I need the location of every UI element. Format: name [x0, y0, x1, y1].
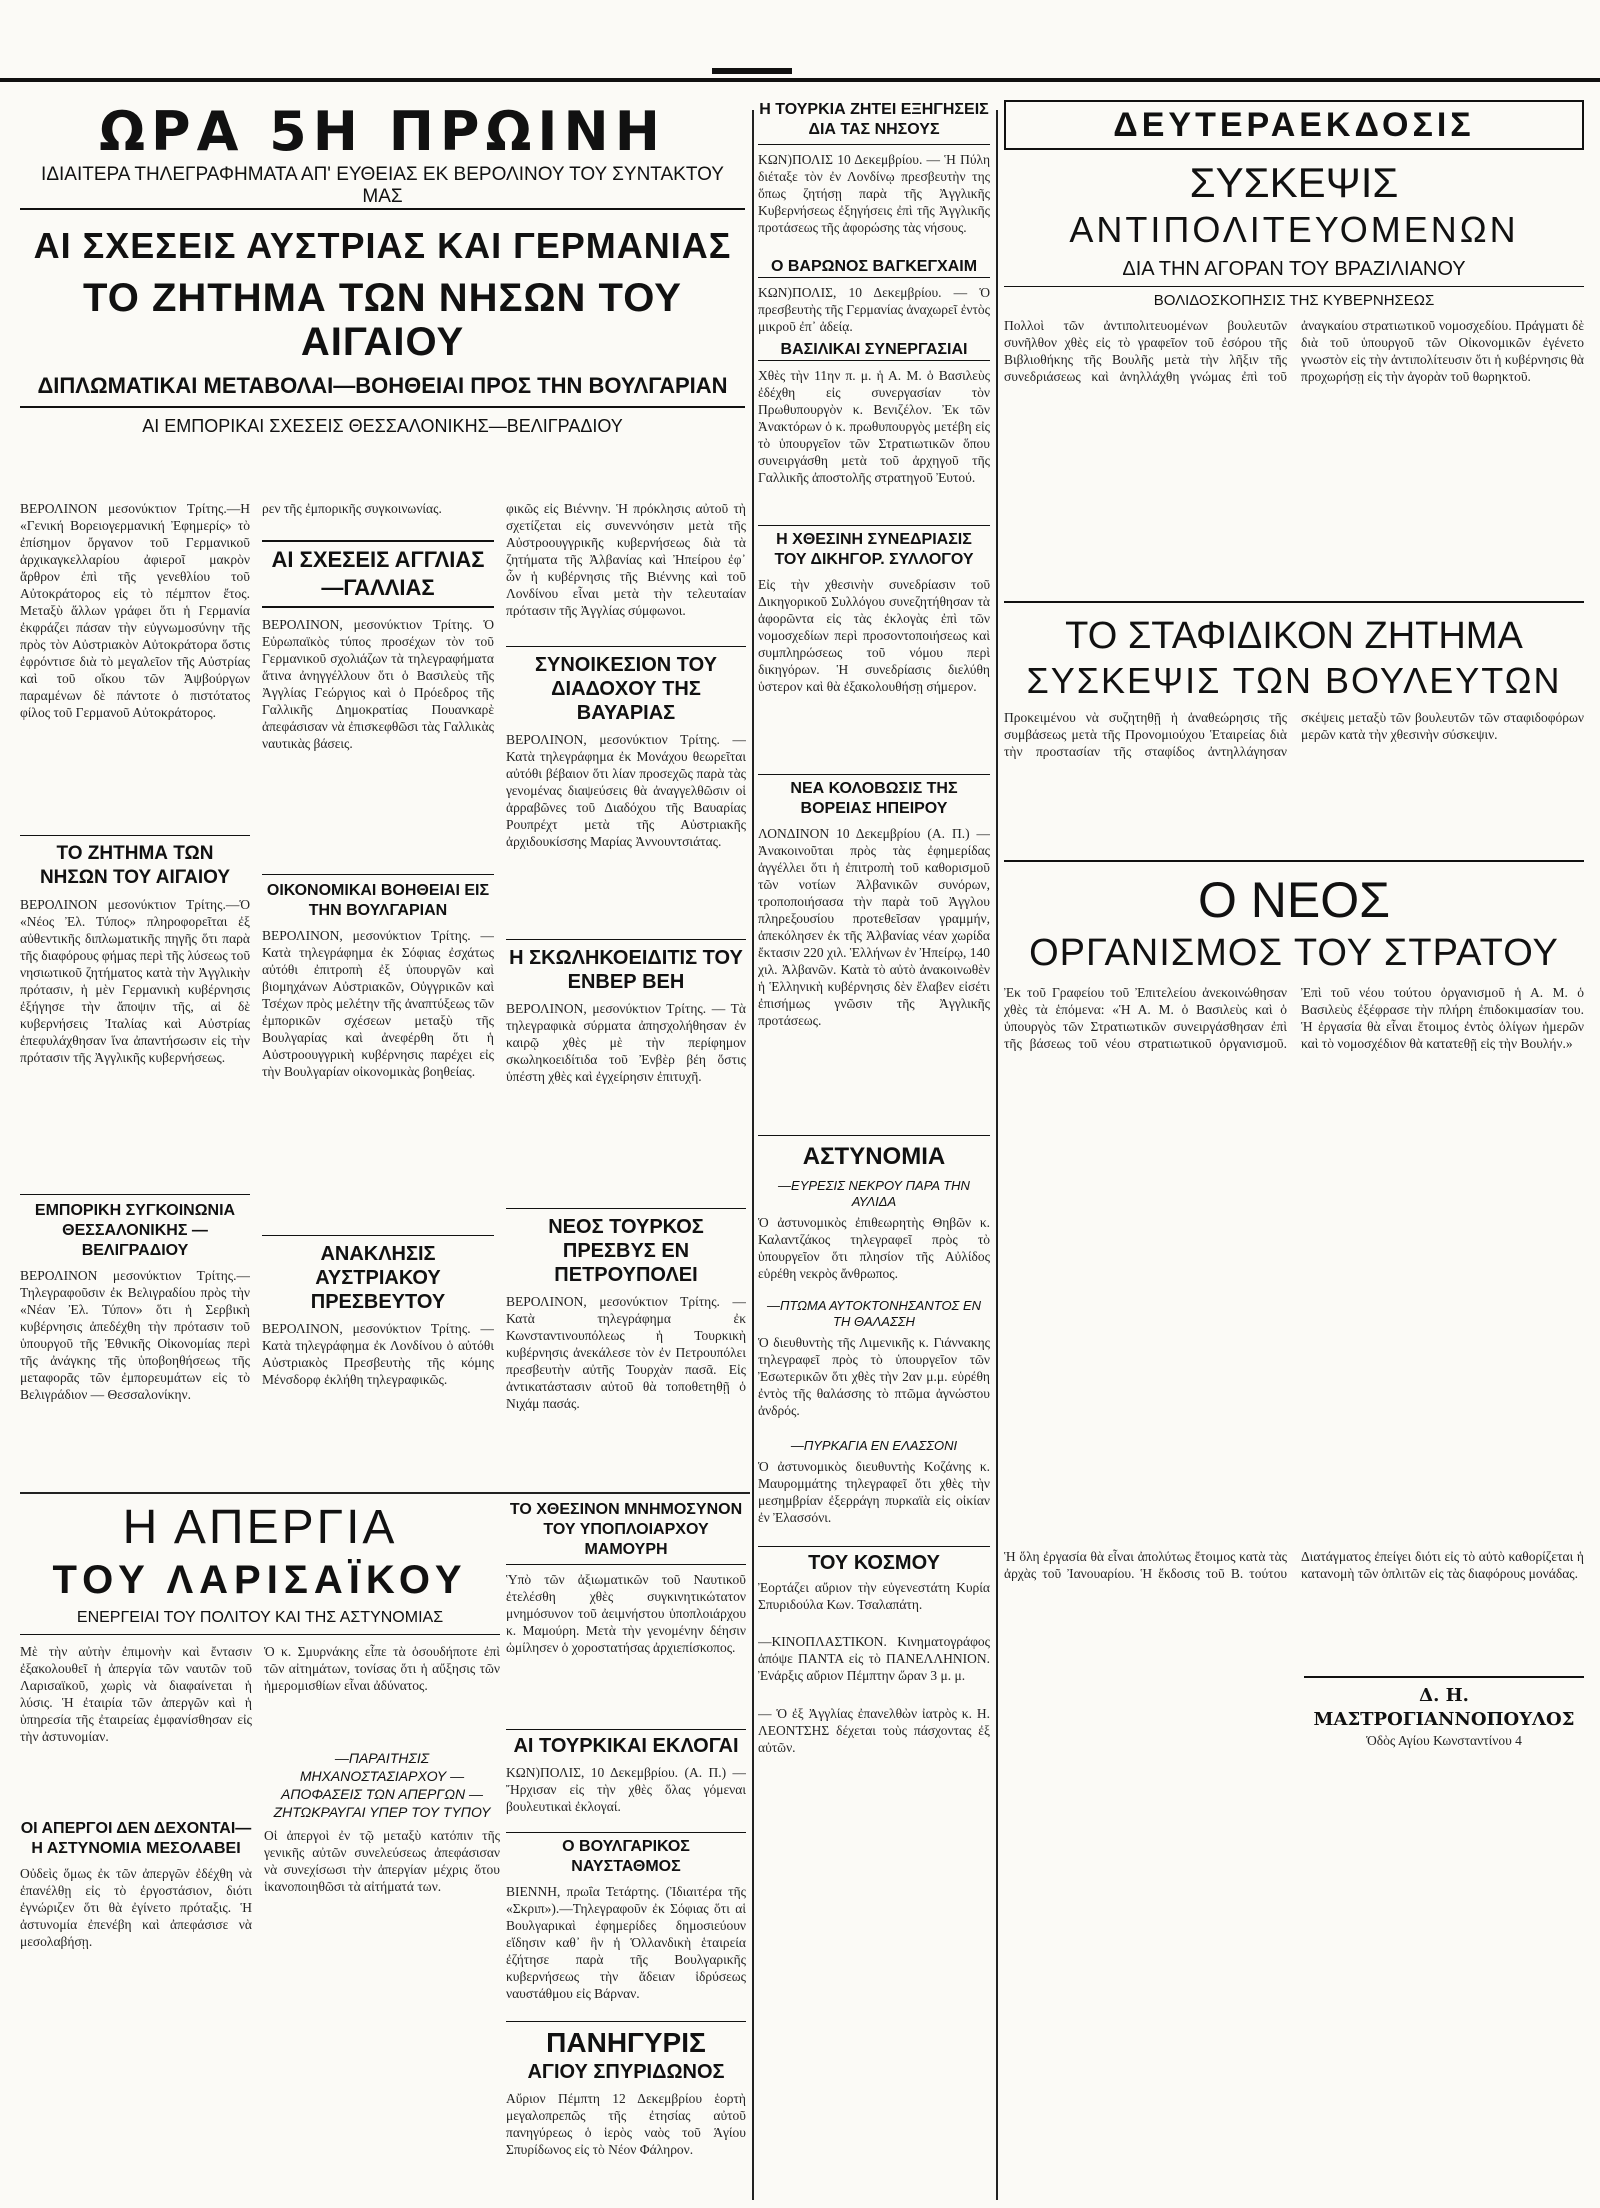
masthead-subtitle: ΙΔΙΑΙΤΕΡΑ ΤΗΛΕΓΡΑΦΗΜΑΤΑ ΑΠ' ΕΥΘΕΙΑΣ ΕΚ ΒΕΡΟΛΙΝΟΥ ΤΟΥ ΣΥΝΤΑΚΤΟΥ ΜΑΣ [20, 164, 745, 210]
section-heading: ΟΡΓΑΝΙΣΜΟΣ ΤΟΥ ΣΤΡΑΤΟΥ [1029, 932, 1559, 974]
article-text: ΒΕΡΟΛΙΝΟΝ, μεσονύκτιον Τρίτης. — Τὰ τηλεγραφικὰ σύρματα ἀπησχολήθησαν ἐν καιρῷ χθὲς μὲ τὴν περίφημον σκωληκοειδίτιδα τοῦ Ἐνβὲρ βέη ὅστις ὑπέστη χθὲς καὶ ἐγχείρησιν ἐπιτυχῆ. [506, 1001, 746, 1084]
section-heading: Η ΧΘΕΣΙΝΗ ΣΥΝΕΔΡΙΑΣΙΣ ΤΟΥ ΔΙΚΗΓΟΡ. ΣΥΛΛΟΓΟΥ [758, 525, 990, 570]
advertisement [1304, 1676, 1584, 1749]
lead-block [20, 100, 745, 436]
article-text: Οἱ ἀπεργοὶ ἐν τῷ μεταξὺ κατόπιν τῆς γενικῆς αὐτῶν συνελεύσεως ἀπεφάσισαν νὰ συνεχίσωσι τὴν ἀπεργίαν μέχρις ὅτου ἱκανοποιηθῶσι τὰ αἰτήματά των. [264, 1828, 500, 1894]
section-heading: ΤΟΥ ΚΟΣΜΟΥ [758, 1546, 990, 1575]
article-text: Προκειμένου νὰ συζητηθῇ ἡ ἀναθεώρησις τῆς συμβάσεως μετὰ τῆς Προνομιούχου Ἑταιρείας διὰ τὴν προστασίαν τῆς σταφίδος ἀντηλλάγησαν σκέψεις μεταξὺ τῶν βουλευτῶν τῶν σταφιδοφόρων μερῶν κατὰ τὴν χθεσινὴν σύσκεψιν. [1004, 710, 1584, 759]
article-text: ΛΟΝΔΙΝΟΝ 10 Δεκεμβρίου (Α. Π.) — Ἀνακοινοῦται πρὸς τὰς ἐφημερίδας ἀγγέλλει ὅτι ἡ ἐπιτροπὴ τοῦ καθορισμοῦ τῶν νοτίων Ἀλβανικῶν συνόρων, τροποποιήσασα τὴν παρὰ τοῦ Ἀγγλου πληρεξουσίου προτεθεῖσαν γραμμήν, ἀπεκόλησεν ἐκ τῆς Ἀλβανίας νέαν χωρίδα ἔκτασιν 220 χιλ. Ἑλλήνων ἐν Ἠπείρῳ, 140 χιλ. Ἀλβανῶν. Κατὰ τὸ αὐτὸ ἀνακοινωθὲν ἡ Ἑλληνικὴ κυβέρνησις δὲν ἔλαβεν εἰσέτι ἐπισήμως γνῶσιν τῆς Ἀγγλικῆς προτάσεως. [758, 826, 990, 1028]
article-text: Ἡ ὅλη ἐργασία θὰ εἶναι ἀπολύτως ἔτοιμος κατὰ τὰς ἀρχὰς τοῦ Ἰανουαρίου. Ἡ ἔκδοσις τοῦ Β. τούτου Διατάγματος ἐπείγει διότι εἰς τὸ αὐτὸ καθορίζεται ἡ κατανομὴ τῶν ὁπλιτῶν εἰς τὰς διαφόρους μονάδας. [1004, 1549, 1584, 1581]
strike-headline-2: ΤΟΥ ΛΑΡΙΣΑΪΚΟΥ [52, 1558, 468, 1602]
section-heading: ΤΟ ΧΘΕΣΙΝΟΝ ΜΝΗΜΟΣΥΝΟΝ ΤΟΥ ΥΠΟΠΛΟΙΑΡΧΟΥ ΜΑΜΟΥΡΗ [506, 1500, 746, 1565]
article-text: ρεν τῆς ἐμπορικῆς συγκοινωνίας. [262, 501, 442, 516]
section-subheading: ΔΙΑ ΤΗΝ ΑΓΟΡΑΝ ΤΟΥ ΒΡΑΖΙΛΙΑΝΟΥ [1004, 256, 1584, 287]
article-text: ΒΕΡΟΛΙΝΟΝ, μεσονύκτιον Τρίτης. — Κατὰ τηλεγράφημα ἐκ Λονδίνου ὁ αὐτόθι Αὐστριακὸς Πρεσβευτὴς τῆς κόμης Μένσδορφ ἐκλήθη τηλεγραφικῶς. [262, 1321, 494, 1387]
section-heading: ΠΑΝΗΓΥΡΙΣ [506, 2021, 746, 2060]
section-heading: ΑΝΤΙΠΟΛΙΤΕΥΟΜΕΝΩΝ [1069, 209, 1519, 250]
article-text: — Ὁ ἐξ Ἀγγλίας ἐπανελθὼν ἰατρὸς κ. Η. ΛΕΟΝΤΣΗΣ δέχεται τοὺς πάσχοντας ἐξ αὐτῶν. [758, 1706, 990, 1755]
column-4 [758, 100, 990, 2160]
article-text: ΚΩΝ)ΠΟΛΙΣ 10 Δεκεμβρίου. — Ἡ Πύλη διέταξε τὸν ἐν Λονδίνῳ πρεσβευτὴν της ὅπως ζητήσῃ παρὰ τῆς Ἀγγλικῆς Κυβερνήσεως ἐξηγήσεις ἐπὶ τῆς Ἀγγλικῆς προτάσεως τῆς ἀφορώσης τὰς νήσους. [758, 152, 990, 235]
column-3 [506, 500, 746, 1490]
article-text: ΚΩΝ)ΠΟΛΙΣ, 10 Δεκεμβρίου. — Ὁ πρεσβευτὴς τῆς Γερμανίας ἀναχωρεῖ ἐντὸς μικροῦ ἐπ᾽ ἀδείᾳ. [758, 285, 990, 334]
section-heading: ΤΟ ΖΗΤΗΜΑ ΤΩΝ ΝΗΣΩΝ ΤΟΥ ΑΙΓΑΙΟΥ [20, 835, 250, 890]
article-text: Ὁ ἀστυνομικὸς ἐπιθεωρητὴς Θηβῶν κ. Καλαντζάκος τηλεγραφεῖ πρὸς τὸ ὑπουργεῖον ὅτι πλησίον τῆς Αὐλίδος εὑρέθη νεκρὸς ἄνθρωπος. [758, 1215, 990, 1281]
ad-title: Δ. Η. ΜΑΣΤΡΟΓΙΑΝΝΟΠΟΥΛΟΣ [1313, 1685, 1575, 1730]
section-heading: ΑΙ ΣΧΕΣΕΙΣ ΑΓΓΛΙΑΣ—ΓΑΛΛΙΑΣ [262, 540, 494, 608]
strike-headline: Η ΑΠΕΡΓΙΑ [122, 1501, 398, 1554]
article-text: Πολλοὶ τῶν ἀντιπολιτευομένων βουλευτῶν συνῆλθον χθὲς εἰς τὸ γραφεῖον τοῦ ἐσόρου τῆς Βιβλιοθήκης τῆς Βουλῆς μετὰ τὴν λῆξιν τῆς συνεδριάσεως καὶ ἀνηλλάχθη γνώμας ἐπὶ τοῦ ἀναγκαίου στρατιωτικοῦ νομοσχεδίου. Πράγματι δὲ διὰ τοῦ ὑπουργοῦ τῶν Οἰκονομικῶν ἐγένετο γνωστὸν εἰς τὴν ἀντιπολίτευσιν ὅτι ἡ κυβέρνησις θὰ προχωρήσῃ εἰς τὴν ἀγορὰν τοῦ θωρηκτοῦ. [1004, 318, 1584, 384]
article-text: ΒΕΡΟΛΙΝΟΝ, μεσονύκτιον Τρίτης. Ὁ Εὐρωπαϊκὸς τύπος προσέχων τὸν τοῦ Γερμανικοῦ σχολιάζων τὰ τηλεγραφήματα ἅτινα ἀνηγγέλλουν ὅτι ὁ Βασιλεὺς τῆς Ἀγγλίας Γεώργιος καὶ ὁ Πρόεδρος τῆς Γαλλικῆς Δημοκρατίας Πουανκαρὲ ἀπεφάσισαν νὰ ἐπισκεφθῶσι τὰς Γαλλικὰς ναυτικὰς βάσεις. [262, 617, 494, 751]
section-heading: ΝΕΑ ΚΟΛΟΒΩΣΙΣ ΤΗΣ ΒΟΡΕΙΑΣ ΗΠΕΙΡΟΥ [758, 774, 990, 819]
subsection-heading: —ΠΤΩΜΑ ΑΥΤΟΚΤΟΝΗΣΑΝΤΟΣ ΕΝ ΤΗ ΘΑΛΑΣΣΗ [766, 1298, 982, 1329]
section-heading: ΑΙ ΤΟΥΡΚΙΚΑΙ ΕΚΛΟΓΑΙ [506, 1729, 746, 1758]
section-heading: Ο ΒΟΥΛΓΑΡΙΚΟΣ ΝΑΥΣΤΑΘΜΟΣ [506, 1832, 746, 1877]
article-text: Ὁ ἀστυνομικὸς διευθυντὴς Κοζάνης κ. Μαυρομμάτης τηλεγραφεῖ ὅτι χθὲς τὴν μεσημβρίαν ἐξερράγη πυρκαϊὰ εἰς οἰκίαν ἐν Ἐλασσόνι. [758, 1459, 990, 1525]
section-heading: Ο ΝΕΟΣ [1004, 860, 1584, 930]
section-heading: ΑΣΤΥΝΟΜΙΑ [758, 1135, 990, 1174]
lead-headline-4: ΑΙ ΕΜΠΟΡΙΚΑΙ ΣΧΕΣΕΙΣ ΘΕΣΣΑΛΟΝΙΚΗΣ—ΒΕΛΙΓΡΑΔΙΟΥ [142, 416, 623, 436]
article-text: φικῶς εἰς Βιέννην. Ἡ πρόκλησις αὐτοῦ τὴ σχετίζεται εἰς συνεννόησιν μετὰ τῆς Αὐστροουγγρικῆς κυβερνήσεως διὰ τὰ ζητήματα τῆς Ἀλβανίας καὶ Ἠπείρου ἐφ᾽ ὧν ἡ κυβέρνησις τῆς Βιέννης καὶ τοῦ Λονδίνου εἶναι μετὰ τὴν τελευταίαν πρότασιν τῆς Ἀγγλίας σύμφωνοι. [506, 501, 746, 618]
article-text: Χθὲς τὴν 11ην π. μ. ἡ Α. Μ. ὁ Βασιλεὺς ἐδέχθη εἰς συνεργασίαν τὸν Πρωθυπουργὸν κ. Βενιζέλον. Ἐκ τῶν Ἀνακτόρων ὁ κ. πρωθυπουργὸς μετέβη εἰς τὸ ὑπουργεῖον τῶν Στρατιωτικῶν ὅπου συνειργάσθη μετὰ τοῦ ἀρχηγοῦ τῆς Γαλλικῆς ἀποστολῆς στρατηγοῦ Ἐυτού. [758, 368, 990, 485]
column-rule [996, 110, 998, 2200]
subsection-heading: —ΕΥΡΕΣΙΣ ΝΕΚΡΟΥ ΠΑΡΑ ΤΗΝ ΑΥΛΙΔΑ [778, 1178, 970, 1209]
article-text: ΒΕΡΟΛΙΝΟΝ, μεσονύκτιον Τρίτης. — Κατὰ τηλεγράφημα ἐκ Σόφιας ἐσχάτως αὐτόθι ἐπιτροπὴ ἐξ ὑπουργῶν καὶ βιομηχάνων Αὐστριακῶν, Οὐγγρικῶν καὶ Τσέχων πρὸς μελέτην τῆς ἀναπτύξεως τῶν ἐμπορικῶν σχέσεων μεταξὺ τῆς Βουλγαρίας καὶ ἀνεφέρθη ὅτι ἡ Αὐστροουγγρικὴ κυβέρνησις παρέχει εἰς τὴν Βουλγαρίαν οἰκονομικὰς βοηθείας. [262, 928, 494, 1079]
section-heading: —ΠΑΡΑΙΤΗΣΙΣ ΜΗΧΑΝΟΣΤΑΣΙΑΡΧΟΥ —ΑΠΟΦΑΣΕΙΣ ΤΩΝ ΑΠΕΡΓΩΝ —ΖΗΤΩΚΡΑΥΓΑΙ ΥΠΕΡ ΤΟΥ ΤΥΠΟΥ [273, 1750, 491, 1820]
section-rule [20, 1492, 750, 1494]
section-heading: ΣΥΣΚΕΨΙΣ ΤΩΝ ΒΟΥΛΕΥΤΩΝ [1026, 660, 1562, 701]
section-heading: ΤΟ ΣΤΑΦΙΔΙΚΟΝ ΖΗΤΗΜΑ [1004, 601, 1584, 659]
article-text: Ὁ κ. Σμυρνάκης εἶπε τὰ ὁσουδήποτε ἐπὶ τῶν αἰτημάτων, τονίσας ὅτι ἡ αὔξησις τῶν ἡμερομισθίων εἶναι ἀδύνατος. [264, 1644, 500, 1693]
article-text: ΚΩΝ)ΠΟΛΙΣ, 10 Δεκεμβρίου. (Α. Π.) — Ἤρχισαν εἰς τὴν χθὲς ὅλας γόμεναι βουλευτικαὶ ἐκλογαί. [506, 1765, 746, 1814]
lead-headline-3: ΔΙΠΛΩΜΑΤΙΚΑΙ ΜΕΤΑΒΟΛΑΙ—ΒΟΗΘΕΙΑΙ ΠΡΟΣ ΤΗΝ ΒΟΥΛΓΑΡΙΑΝ [20, 374, 745, 408]
lower-middle-column [506, 1500, 746, 2160]
article-text: Εἰς τὴν χθεσινὴν συνεδρίασιν τοῦ Δικηγορικοῦ Συλλόγου συνεζητήθησαν τὰ ἀφορῶντα εἰς τὰς ἐκλογὰς ἐπὶ τῶν νομοσχεδίων περὶ προσοντοποιήσεως καὶ συμπληρώσεως τοῦ νόμου περὶ δικηγόρων. Ἡ συνεδρίασις διελύθη ὑστερον καὶ θὰ ἐξακολουθήσῃ σήμερον. [758, 577, 990, 694]
column-rule [752, 110, 754, 2200]
second-edition-banner: ΔΕΥΤΕΡΑΕΚΔΟΣΙΣ [1004, 100, 1584, 150]
section-heading: ΑΝΑΚΛΗΣΙΣ ΑΥΣΤΡΙΑΚΟΥ ΠΡΕΣΒΕΥΤΟΥ [262, 1235, 494, 1314]
top-ornament [712, 68, 792, 74]
article-text: Ὑπὸ τῶν ἀξιωματικῶν τοῦ Ναυτικοῦ ἐτελέσθη χθὲς συγκινητικώτατον μνημόσυνον τοῦ ἀειμνήστου ὑποπλοιάρχου κ. Μαμούρη. Μετὰ τὴν γενομένην δέησιν ὡμίλησεν ὁ χοροστατήσας ἀρχιεπίσκοπος. [506, 1572, 746, 1655]
masthead-title: ΩΡΑ 5Η ΠΡΩΙΝΗ [99, 100, 666, 163]
article-text: ΒΕΡΟΛΙΝΟΝ μεσονύκτιον Τρίτης.—Τηλεγραφοῦσιν ἐκ Βελιγραδίου πρὸς τὴν «Νέαν Ἐλ. Τύπον» ὅτι ἡ Σερβικὴ κυβέρνησις ἀπεδέχθη τὴν πρότασιν τοῦ ὑπουργοῦ τῆς Ἐθνικῆς Οἰκονομίας περὶ τῆς ἀνάγκης τῆς ὑποβοηθήσεως τῆς μεταφορᾶς τῶν ἐμπορευμάτων εἰς τὸ Βελιγράδιον — Θεσσαλονίκην. [20, 1268, 250, 1402]
section-heading: ΟΙΚΟΝΟΜΙΚΑΙ ΒΟΗΘΕΙΑΙ ΕΙΣ ΤΗΝ ΒΟΥΛΓΑΡΙΑΝ [262, 874, 494, 921]
section-heading: ΟΙ ΑΠΕΡΓΟΙ ΔΕΝ ΔΕΧΟΝΤΑΙ—Η ΑΣΤΥΝΟΜΙΑ ΜΕΣΟΛΑΒΕΙ [20, 1820, 252, 1857]
column-5 [1004, 100, 1584, 2160]
section-heading: ΒΑΣΙΛΙΚΑΙ ΣΥΝΕΡΓΑΣΙΑΙ [758, 340, 990, 361]
section-heading: ΕΜΠΟΡΙΚΗ ΣΥΓΚΟΙΝΩΝΙΑ ΘΕΣΣΑΛΟΝΙΚΗΣ — ΒΕΛΙΓΡΑΔΙΟΥ [20, 1194, 250, 1261]
lead-headline-1: ΑΙ ΣΧΕΣΕΙΣ ΑΥΣΤΡΙΑΣ ΚΑΙ ΓΕΡΜΑΝΙΑΣ [33, 225, 732, 266]
article-text: ΒΕΡΟΛΙΝΟΝ, μεσονύκτιον Τρίτης. — Κατὰ τηλεγράφημα ἐκ Κωνσταντινουπόλεως ἡ Τουρκικὴ κυβέρνησις ἀνεκάλεσε τὸν ἐν Πετρουπόλει πρεσβευτὴν αὐτῆς Τουρχὰν πασᾶ. Εἰς ἀντικατάστασιν αὐτοῦ θὰ τοποθετηθῇ ὁ Νιχάμ πασάς. [506, 1294, 746, 1411]
article-text: —ΚΙΝΟΠΛΑΣΤΙΚΟΝ. Κινηματογράφος ἀπόψε ΠΑΝΤΑ εἰς τὸ ΠΑΝΕΛΛΗΝΙΟΝ. Ἐνάρξις αὔριον Πέμπτην ὥραν 3 μ. μ. [758, 1634, 990, 1683]
ad-subtitle: Ὁδὸς Αγίου Κωνσταντίνου 4 [1366, 1733, 1522, 1748]
article-text: Οὐδεὶς ὅμως ἐκ τῶν ἀπεργῶν ἐδέχθη νὰ ἐπανέλθῃ εἰς τὸ ἐργοστάσιον, διότι ἐγνώριζεν ὅτι θὰ ἐγίνετο πρόταξις. Ἡ ἀστυνομία ἐπενέβη καὶ ἀπεφάσισε νὰ μεσολαβήσῃ. [20, 1866, 252, 1949]
article-text: ΒΕΡΟΛΙΝΟΝ, μεσονύκτιον Τρίτης. — Κατὰ τηλεγράφημα ἐκ Μονάχου θεωρεῖται αὐτόθι βέβαιον ὅτι λίαν προσεχῶς παρὰ τὰς γενομένας διαψεύσεις θὰ ἀναγγελθῶσιν οἱ ἀρραβῶνες τοῦ Διαδόχου τῆς Βαυαρίας Ρουπρέχτ μετὰ τῆς Αὐστριακῆς ἀρχιδουκίσσης Μαρίας Ἀννουντσιάτας. [506, 732, 746, 849]
article-text: Ἐκ τοῦ Γραφείου τοῦ Ἐπιτελείου ἀνεκοινώθησαν χθὲς τὰ ἑπόμενα: «Ἡ Α. Μ. ὁ Βασιλεὺς καὶ ὁ ὑπουργὸς τῶν Στρατιωτικῶν συνειργάσθησαν ἐπὶ τῆς βάσεως τοῦ νέου στρατιωτικοῦ ὀργανισμοῦ. Ἐπὶ τοῦ νέου τούτου ὀργανισμοῦ ἡ Α. Μ. ὁ Βασιλεὺς ἐξέφρασε τὴν πλήρη ἐπιδοκιμασίαν του. Ἡ ἐργασία θὰ εἶναι ἔτοιμος ἐντὸς ὀλίγων ἡμερῶν καὶ τὸ νομοσχέδιον θὰ κατατεθῇ εἰς τὴν Βουλήν.» [1004, 985, 1584, 1051]
section-heading: ΑΓΙΟΥ ΣΠΥΡΙΔΩΝΟΣ [527, 2061, 725, 2083]
section-heading: Ο ΒΑΡΩΝΟΣ ΒΑΓΚΕΓΧΑΙΜ [758, 257, 990, 278]
section-heading: ΝΕΟΣ ΤΟΥΡΚΟΣ ΠΡΕΣΒΥΣ ΕΝ ΠΕΤΡΟΥΠΟΛΕΙ [506, 1208, 746, 1287]
article-text: Αὔριον Πέμπτη 12 Δεκεμβρίου ἑορτὴ μεγαλοπρεπῶς τῆς ἐτησίας αὐτοῦ πανηγύρεως ὁ ἱερὸς ναὸς τοῦ Ἁγίου Σπυρίδωνος εἰς τὸ Νέον Φάληρον. [506, 2091, 746, 2157]
article-text: ΒΕΡΟΛΙΝΟΝ μεσονύκτιον Τρίτης.—Η «Γενική Βορειογερμανική Ἐφημερίς» τὸ ἐπίσημον ὄργανον τοῦ Γερμανικοῦ ἀρχικαγκελλαρίου ἀφιεροῖ μακρὸν ἄρθρον ἐπὶ τῆς γενεθλίου τοῦ Αὐτοκράτορος εἰς τὸ πέμπτον ἔτος. Μεταξὺ ἄλλων γράφει ὅτι ἡ Γερμανία ἐκφράζει πάσαν τὴν εὐγνωμοσύνην τῆς πρὸς τὸν Αὐστριακὸν Αὐτοκράτορα ὅστις ἐφρόντισε διὰ τὸ μεγαλεῖον τῆς Αὐστρίας καὶ τοῦ οἴκου τῶν Ἀψβούργων παραμένων δὲ πάντοτε ὁ πιστότατος φίλος τοῦ Γερμανοῦ Αὐτοκράτορος. [20, 501, 250, 720]
column-1 [20, 500, 250, 1490]
article-text: ΒΙΕΝΝΗ, πρωΐα Τετάρτης. (Ἰδιαιτέρα τῆς «Σκριπ»).—Τηλεγραφοῦν ἐκ Σόφιας ὅτι αἱ Βουλγαρικαὶ ἐφημερίδες δημοσιεύουν εἴδησιν καθ᾽ ἣν ἡ Ὁλλανδικὴ ἑταιρεία ἐζήτησε παρὰ τῆς Βουλγαρικῆς κυβερνήσεως τὴν ἄδειαν ἱδρύσεως ναυστάθμου εἰς Βάρναν. [506, 1884, 746, 2001]
article-text: Μὲ τὴν αὐτὴν ἐπιμονὴν καὶ ἔντασιν ἐξακολουθεῖ ἡ ἀπεργία τῶν ναυτῶν τοῦ Λαρισαϊκοῦ, χωρὶς νὰ διαφαίνεται ἡ λύσις. Ἡ ἐταιρία τῶν ἀπεργῶν καὶ ἡ ὑπηρεσία τῆς ἐταιρείας ἐμφανίσθησαν εἰς τὴν ἀστυνομίαν. [20, 1644, 252, 1744]
article-text: Ὁ διευθυντὴς τῆς Λιμενικῆς κ. Γιάννακης τηλεγραφεῖ πρὸς τὸ ὑπουργεῖον τῶν Ἐσωτερικῶν ὅτι χθὲς τὴν 2αν μ.μ. εὑρέθη ἐντὸς τῆς θαλάσσης τὸ πτῶμα ἀγνώστου ἀνδρός. [758, 1335, 990, 1418]
strike-article [20, 1500, 500, 2160]
subsection-heading: —ΠΥΡΚΑΓΙΑ ΕΝ ΕΛΑΣΣΟΝΙ [790, 1438, 958, 1453]
section-heading: ΣΥΝΟΙΚΕΣΙΟΝ ΤΟΥ ΔΙΑΔΟΧΟΥ ΤΗΣ ΒΑΥΑΡΙΑΣ [506, 646, 746, 725]
section-subheading: ΒΟΛΙΔΟΣΚΟΠΗΣΙΣ ΤΗΣ ΚΥΒΕΡΝΗΣΕΩΣ [1153, 292, 1435, 309]
section-heading: ΣΥΣΚΕΨΙΣ [1189, 159, 1399, 206]
article-text: ΒΕΡΟΛΙΝΟΝ μεσονύκτιον Τρίτης.—Ὁ «Νέος Ἐλ. Τύπος» πληροφορεῖται ἐξ αὐθεντικῆς διπλωματικῆς πηγῆς ὅτι παρὰ τῆς διαφόρους φήμας περὶ τῆς λύσεως τοῦ νησιωτικοῦ ζητήματος κατὰ τὴν Ἀγγλικὴν πρότασιν, ἡ μὲν Γερμανικὴ κυβέρνησις ἐξήγησε τὴν ἄποψιν τῆς, αἱ δὲ κυβερνήσεις Ἰταλίας καὶ Αὐστρίας ἐπεφυλάχθησαν ἵνα ἀπαντήσωσιν εἰς τὴν πρότασιν τῆς Ἀγγλικῆς κυβερνήσεως. [20, 897, 250, 1065]
section-heading: Η ΣΚΩΛΗΚΟΕΙΔΙΤΙΣ ΤΟΥ ΕΝΒΕΡ ΒΕΗ [506, 939, 746, 994]
lead-headline-2: ΤΟ ΖΗΤΗΜΑ ΤΩΝ ΝΗΣΩΝ ΤΟΥ ΑΙΓΑΙΟΥ [83, 276, 682, 364]
article-text: Ἐορτάζει αὔριον τὴν εὐγενεστάτη Κυρία Σπυριδούλα Κων. Τσαλαπάτη. [758, 1580, 990, 1612]
section-heading: Η ΤΟΥΡΚΙΑ ΖΗΤΕΙ ΕΞΗΓΗΣΕΙΣ ΔΙΑ ΤΑΣ ΝΗΣΟΥΣ [758, 100, 990, 145]
column-2 [262, 500, 494, 1490]
top-rule [0, 78, 1600, 82]
strike-subheadline: ΕΝΕΡΓΕΙΑΙ ΤΟΥ ΠΟΛΙΤΟΥ ΚΑΙ ΤΗΣ ΑΣΤΥΝΟΜΙΑΣ [20, 1608, 500, 1635]
